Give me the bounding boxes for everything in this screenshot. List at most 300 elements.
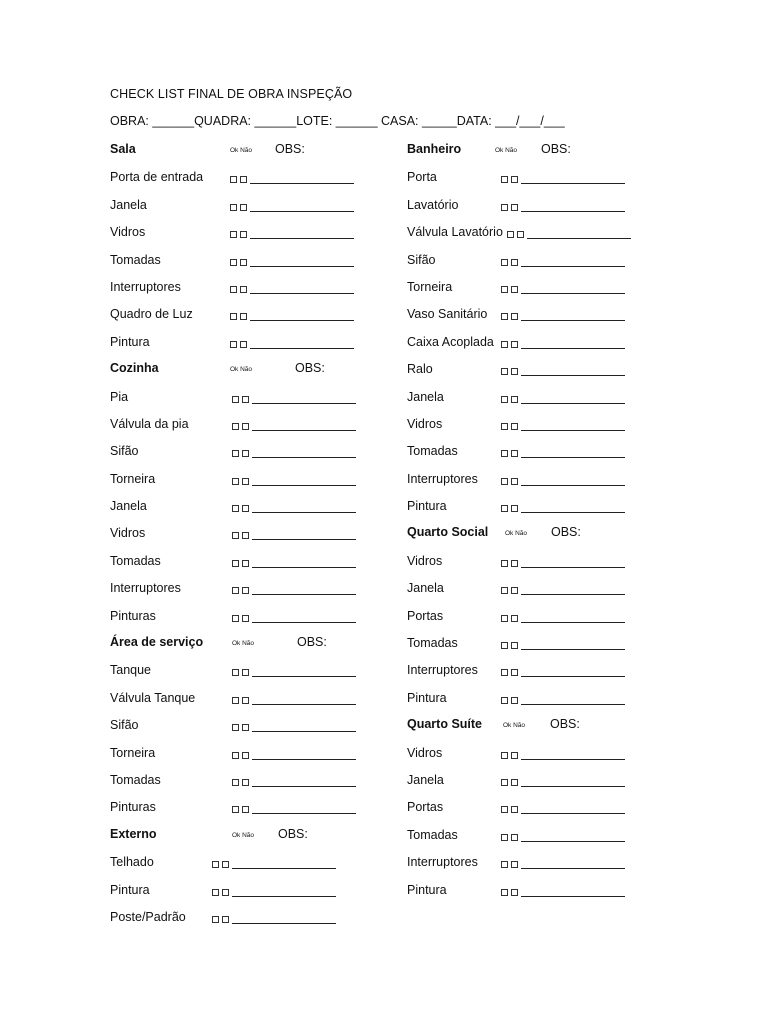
checklist-row-tomadas — [110, 769, 400, 796]
obs-blank-line[interactable] — [521, 583, 625, 595]
nao-checkbox[interactable] — [242, 615, 249, 622]
checklist-row-pintura — [407, 495, 707, 522]
item-label: Vidros — [110, 526, 146, 541]
checkbox-group — [232, 419, 356, 431]
obs-label: OBS: — [275, 142, 305, 156]
item-label: Janela — [407, 772, 444, 787]
obs-blank-line[interactable] — [521, 200, 625, 212]
obs-blank-line[interactable] — [521, 748, 625, 760]
obs-blank-line[interactable] — [250, 337, 354, 349]
nao-checkbox[interactable] — [222, 861, 229, 868]
obs-blank-line[interactable] — [521, 556, 625, 568]
ok-checkbox[interactable] — [501, 806, 508, 813]
checklist-row-vidros — [110, 221, 400, 248]
obs-blank-line[interactable] — [252, 392, 356, 404]
checklist-row-pintura — [407, 687, 707, 714]
checkbox-group — [501, 830, 625, 842]
checklist-row-porta — [407, 166, 707, 193]
obs-blank-line[interactable] — [252, 611, 356, 623]
nao-checkbox[interactable] — [242, 587, 249, 594]
checklist-row-tomadas — [110, 249, 400, 276]
obs-blank-line[interactable] — [252, 556, 356, 568]
right-column — [407, 139, 707, 906]
ok-nao-label: Ok Não — [232, 640, 255, 648]
nao-checkbox[interactable] — [222, 916, 229, 923]
ok-nao-label: Ok Não — [232, 831, 255, 839]
nao-checkbox[interactable] — [511, 615, 518, 622]
checklist-row-pia — [110, 386, 400, 413]
item-label: Pintura — [110, 334, 150, 349]
obs-blank-line[interactable] — [250, 282, 354, 294]
ok-checkbox[interactable] — [501, 752, 508, 759]
ok-checkbox[interactable] — [501, 889, 508, 896]
checklist-row-torneira — [110, 742, 400, 769]
ok-checkbox[interactable] — [230, 259, 237, 266]
checkbox-group — [232, 583, 356, 595]
ok-checkbox[interactable] — [507, 231, 514, 238]
nao-checkbox[interactable] — [511, 286, 518, 293]
ok-checkbox[interactable] — [232, 560, 239, 567]
nao-checkbox[interactable] — [511, 505, 518, 512]
checkbox-group — [230, 172, 354, 184]
checkbox-group — [501, 255, 625, 267]
ok-checkbox[interactable] — [501, 834, 508, 841]
checklist-row-interruptores — [407, 851, 707, 878]
checkbox-group — [232, 392, 356, 404]
item-label: Pintura — [407, 499, 447, 514]
checkbox-group — [501, 885, 625, 897]
checklist-row-pintura — [110, 331, 400, 358]
obs-blank-line[interactable] — [252, 775, 356, 787]
ok-checkbox[interactable] — [230, 313, 237, 320]
obs-blank-line[interactable] — [521, 802, 625, 814]
checklist-row-quadro-de-luz — [110, 303, 400, 330]
ok-checkbox[interactable] — [230, 204, 237, 211]
ok-checkbox[interactable] — [501, 204, 508, 211]
obs-label: OBS: — [278, 826, 308, 841]
checklist-row-valvula-tanque — [110, 687, 400, 714]
obs-label: OBS: — [295, 361, 325, 376]
obs-blank-line[interactable] — [521, 419, 625, 431]
nao-checkbox[interactable] — [242, 532, 249, 539]
checkbox-group — [501, 392, 625, 404]
ok-checkbox[interactable] — [232, 806, 239, 813]
nao-checkbox[interactable] — [242, 396, 249, 403]
section-header-quarto-social — [407, 522, 707, 549]
checkbox-group — [501, 802, 625, 814]
ok-checkbox[interactable] — [501, 669, 508, 676]
checkbox-group — [232, 802, 356, 814]
obs-blank-line[interactable] — [250, 309, 354, 321]
checklist-row-porta-de-entrada — [110, 166, 400, 193]
checkbox-group — [501, 556, 625, 568]
nao-checkbox[interactable] — [242, 752, 249, 759]
ok-checkbox[interactable] — [230, 341, 237, 348]
obs-blank-line[interactable] — [252, 528, 356, 540]
ok-checkbox[interactable] — [232, 396, 239, 403]
checkbox-group — [501, 638, 625, 650]
ok-checkbox[interactable] — [501, 313, 508, 320]
item-label: Janela — [110, 499, 147, 514]
ok-checkbox[interactable] — [230, 231, 237, 238]
checklist-row-vidros — [407, 413, 707, 440]
obs-blank-line[interactable] — [521, 885, 625, 897]
ok-checkbox[interactable] — [501, 505, 508, 512]
item-label: Quadro de Luz — [110, 307, 193, 322]
item-label: Janela — [407, 389, 444, 404]
obs-blank-line[interactable] — [521, 364, 625, 376]
checkbox-group — [501, 337, 625, 349]
obs-blank-line[interactable] — [232, 912, 336, 924]
obs-label: OBS: — [297, 635, 327, 650]
item-label: Tanque — [110, 663, 152, 678]
ok-checkbox[interactable] — [230, 286, 237, 293]
nao-checkbox[interactable] — [240, 231, 247, 238]
item-label: Tomadas — [407, 636, 458, 651]
ok-checkbox[interactable] — [230, 176, 237, 183]
item-label: Pinturas — [110, 608, 156, 623]
item-label: Pintura — [407, 882, 447, 897]
section-title: Área de serviço — [110, 635, 204, 650]
obs-blank-line[interactable] — [252, 474, 356, 486]
nao-checkbox[interactable] — [511, 834, 518, 841]
item-label: Sifão — [110, 444, 139, 459]
nao-checkbox[interactable] — [511, 697, 518, 704]
checkbox-group — [232, 720, 356, 732]
checkbox-group — [232, 665, 356, 677]
checkbox-group — [501, 693, 625, 705]
ok-checkbox[interactable] — [501, 779, 508, 786]
checkbox-group — [212, 912, 336, 924]
checkbox-group — [230, 200, 354, 212]
checkbox-group — [232, 693, 356, 705]
checkbox-group — [501, 857, 625, 869]
ok-checkbox[interactable] — [232, 779, 239, 786]
ok-checkbox[interactable] — [232, 478, 239, 485]
checkbox-group — [232, 528, 356, 540]
item-label: Porta — [407, 170, 437, 185]
nao-checkbox[interactable] — [517, 231, 524, 238]
item-label: Telhado — [110, 855, 154, 870]
item-label: Pia — [110, 389, 129, 404]
section-title: Sala — [110, 142, 136, 156]
obs-blank-line[interactable] — [521, 611, 625, 623]
item-label: Interruptores — [407, 663, 478, 678]
checklist-row-torneira — [407, 276, 707, 303]
checkbox-group — [501, 282, 625, 294]
checkbox-group — [501, 501, 625, 513]
item-label: Tomadas — [110, 252, 161, 267]
item-label: Interruptores — [407, 855, 478, 870]
item-label: Lavatório — [407, 197, 459, 212]
checklist-row-ralo — [407, 358, 707, 385]
nao-checkbox[interactable] — [240, 259, 247, 266]
obs-blank-line[interactable] — [521, 309, 625, 321]
checkbox-group — [232, 446, 356, 458]
obs-blank-line[interactable] — [232, 885, 336, 897]
checklist-row-lavatorio — [407, 194, 707, 221]
item-label: Sifão — [407, 252, 436, 267]
nao-checkbox[interactable] — [511, 779, 518, 786]
checkbox-group — [230, 309, 354, 321]
item-label: Janela — [407, 581, 444, 596]
nao-checkbox[interactable] — [242, 423, 249, 430]
checkbox-group — [501, 775, 625, 787]
item-label: Vidros — [407, 553, 443, 568]
nao-checkbox[interactable] — [511, 341, 518, 348]
obs-blank-line[interactable] — [252, 419, 356, 431]
obs-blank-line[interactable] — [252, 446, 356, 458]
checkbox-group — [212, 857, 336, 869]
checklist-row-valvula-lavatorio — [407, 221, 707, 248]
checklist-row-sifao — [407, 249, 707, 276]
ok-checkbox[interactable] — [232, 615, 239, 622]
checklist-row-interruptores — [110, 577, 400, 604]
ok-checkbox[interactable] — [501, 176, 508, 183]
obs-blank-line[interactable] — [521, 638, 625, 650]
obs-blank-line[interactable] — [252, 748, 356, 760]
checklist-row-telhado — [110, 851, 400, 878]
checkbox-group — [232, 611, 356, 623]
checkbox-group — [501, 665, 625, 677]
ok-checkbox[interactable] — [232, 450, 239, 457]
nao-checkbox[interactable] — [240, 286, 247, 293]
nao-checkbox[interactable] — [511, 752, 518, 759]
obs-label: OBS: — [550, 717, 580, 732]
checkbox-group — [232, 474, 356, 486]
document-title: CHECK LIST FINAL DE OBRA INSPEÇÃO — [110, 87, 353, 101]
nao-checkbox[interactable] — [511, 450, 518, 457]
obs-blank-line[interactable] — [252, 802, 356, 814]
checklist-row-sifao — [110, 714, 400, 741]
obs-blank-line[interactable] — [521, 446, 625, 458]
item-label: Torneira — [110, 745, 156, 760]
item-label: Pintura — [110, 882, 150, 897]
nao-checkbox[interactable] — [242, 560, 249, 567]
obs-blank-line[interactable] — [521, 775, 625, 787]
checklist-row-janela — [110, 495, 400, 522]
ok-checkbox[interactable] — [501, 423, 508, 430]
ok-checkbox[interactable] — [232, 423, 239, 430]
checklist-row-portas — [407, 605, 707, 632]
item-label: Interruptores — [110, 581, 181, 596]
item-label: Válvula Tanque — [110, 690, 196, 705]
obs-blank-line[interactable] — [250, 255, 354, 267]
checkbox-group — [501, 172, 625, 184]
checkbox-group — [230, 227, 354, 239]
checklist-row-valvula-da-pia — [110, 413, 400, 440]
item-label: Sifão — [110, 718, 139, 733]
obs-blank-line[interactable] — [252, 693, 356, 705]
item-label: Vidros — [110, 225, 146, 240]
obs-blank-line[interactable] — [252, 583, 356, 595]
checkbox-group — [232, 748, 356, 760]
ok-checkbox[interactable] — [501, 450, 508, 457]
obs-blank-line[interactable] — [521, 830, 625, 842]
obs-blank-line[interactable] — [527, 227, 631, 239]
obs-blank-line[interactable] — [250, 200, 354, 212]
nao-checkbox[interactable] — [242, 806, 249, 813]
checkbox-group — [501, 611, 625, 623]
item-label: Caixa Acoplada — [407, 334, 494, 349]
ok-checkbox[interactable] — [501, 396, 508, 403]
obs-blank-line[interactable] — [521, 172, 625, 184]
nao-checkbox[interactable] — [511, 313, 518, 320]
checkbox-group — [501, 309, 625, 321]
checklist-row-torneira — [110, 468, 400, 495]
ok-checkbox[interactable] — [232, 669, 239, 676]
ok-checkbox[interactable] — [212, 889, 219, 896]
checklist-row-vaso-sanitario — [407, 303, 707, 330]
checklist-row-interruptores — [407, 468, 707, 495]
nao-checkbox[interactable] — [511, 259, 518, 266]
obs-label: OBS: — [551, 525, 581, 540]
item-label: Tomadas — [407, 444, 458, 459]
item-label: Vidros — [407, 745, 443, 760]
ok-checkbox[interactable] — [232, 505, 239, 512]
section-header-externo — [110, 824, 400, 851]
nao-checkbox[interactable] — [242, 669, 249, 676]
item-label: Válvula da pia — [110, 416, 189, 431]
obs-blank-line[interactable] — [250, 227, 354, 239]
ok-checkbox[interactable] — [501, 478, 508, 485]
checkbox-group — [212, 885, 336, 897]
nao-checkbox[interactable] — [240, 341, 247, 348]
ok-checkbox[interactable] — [501, 642, 508, 649]
checklist-row-janela — [110, 194, 400, 221]
obs-blank-line[interactable] — [252, 501, 356, 513]
nao-checkbox[interactable] — [511, 669, 518, 676]
checkbox-group — [501, 583, 625, 595]
checkbox-group — [501, 200, 625, 212]
item-label: Pintura — [407, 690, 447, 705]
section-header-sala — [110, 139, 400, 166]
checklist-row-portas — [407, 796, 707, 823]
section-title: Quarto Suíte — [407, 717, 483, 732]
checklist-row-vidros — [110, 522, 400, 549]
ok-nao-label: Ok Não — [230, 147, 253, 154]
nao-checkbox[interactable] — [511, 176, 518, 183]
obs-blank-line[interactable] — [521, 857, 625, 869]
checkbox-group — [501, 748, 625, 760]
checklist-row-vidros — [407, 742, 707, 769]
nao-checkbox[interactable] — [242, 779, 249, 786]
obs-blank-line[interactable] — [252, 665, 356, 677]
ok-checkbox[interactable] — [501, 697, 508, 704]
nao-checkbox[interactable] — [242, 697, 249, 704]
checkbox-group — [501, 419, 625, 431]
item-label: Interruptores — [110, 279, 181, 294]
checkbox-group — [230, 282, 354, 294]
ok-checkbox[interactable] — [501, 341, 508, 348]
nao-checkbox[interactable] — [240, 204, 247, 211]
item-label: Portas — [407, 608, 444, 623]
checkbox-group — [507, 227, 631, 239]
nao-checkbox[interactable] — [242, 724, 249, 731]
nao-checkbox[interactable] — [511, 587, 518, 594]
nao-checkbox[interactable] — [511, 889, 518, 896]
ok-checkbox[interactable] — [232, 752, 239, 759]
ok-checkbox[interactable] — [232, 587, 239, 594]
obs-blank-line[interactable] — [252, 720, 356, 732]
section-title: Banheiro — [407, 142, 462, 156]
item-label: Válvula Lavatório — [407, 225, 503, 240]
ok-checkbox[interactable] — [501, 259, 508, 266]
nao-checkbox[interactable] — [240, 176, 247, 183]
obs-blank-line[interactable] — [521, 474, 625, 486]
obs-blank-line[interactable] — [232, 857, 336, 869]
nao-checkbox[interactable] — [511, 642, 518, 649]
nao-checkbox[interactable] — [242, 450, 249, 457]
section-header-banheiro — [407, 139, 707, 166]
item-label: Vaso Sanitário — [407, 307, 488, 322]
nao-checkbox[interactable] — [511, 204, 518, 211]
nao-checkbox[interactable] — [511, 806, 518, 813]
checkbox-group — [230, 255, 354, 267]
nao-checkbox[interactable] — [511, 396, 518, 403]
nao-checkbox[interactable] — [222, 889, 229, 896]
ok-checkbox[interactable] — [501, 560, 508, 567]
checklist-row-interruptores — [110, 276, 400, 303]
obs-blank-line[interactable] — [521, 501, 625, 513]
ok-checkbox[interactable] — [501, 368, 508, 375]
item-label: Tomadas — [110, 553, 161, 568]
obs-blank-line[interactable] — [521, 392, 625, 404]
obs-blank-line[interactable] — [521, 665, 625, 677]
obs-blank-line[interactable] — [250, 172, 354, 184]
item-label: Tomadas — [407, 827, 458, 842]
ok-checkbox[interactable] — [501, 861, 508, 868]
checkbox-group — [232, 501, 356, 513]
obs-blank-line[interactable] — [521, 337, 625, 349]
item-label: Portas — [407, 800, 444, 815]
ok-checkbox[interactable] — [212, 861, 219, 868]
nao-checkbox[interactable] — [240, 313, 247, 320]
nao-checkbox[interactable] — [511, 423, 518, 430]
left-column — [110, 139, 400, 933]
nao-checkbox[interactable] — [511, 368, 518, 375]
ok-checkbox[interactable] — [232, 532, 239, 539]
section-title: Cozinha — [110, 361, 159, 376]
nao-checkbox[interactable] — [242, 505, 249, 512]
ok-checkbox[interactable] — [501, 587, 508, 594]
checklist-row-sifao — [110, 440, 400, 467]
item-label: Poste/Padrão — [110, 909, 186, 924]
ok-checkbox[interactable] — [232, 697, 239, 704]
obs-blank-line[interactable] — [521, 255, 625, 267]
checkbox-group — [501, 474, 625, 486]
obs-blank-line[interactable] — [521, 282, 625, 294]
obs-blank-line[interactable] — [521, 693, 625, 705]
ok-checkbox[interactable] — [501, 615, 508, 622]
checkbox-group — [501, 446, 625, 458]
checklist-row-tomadas — [407, 632, 707, 659]
ok-checkbox[interactable] — [232, 724, 239, 731]
nao-checkbox[interactable] — [511, 478, 518, 485]
item-label: Ralo — [407, 362, 433, 377]
nao-checkbox[interactable] — [511, 560, 518, 567]
nao-checkbox[interactable] — [242, 478, 249, 485]
item-label: Janela — [110, 197, 147, 212]
ok-checkbox[interactable] — [212, 916, 219, 923]
checklist-row-pintura — [407, 879, 707, 906]
ok-checkbox[interactable] — [501, 286, 508, 293]
checklist-row-pintura — [110, 879, 400, 906]
nao-checkbox[interactable] — [511, 861, 518, 868]
obs-label: OBS: — [541, 142, 571, 156]
checklist-row-tomadas — [407, 440, 707, 467]
section-header-area-de-servico — [110, 632, 400, 659]
